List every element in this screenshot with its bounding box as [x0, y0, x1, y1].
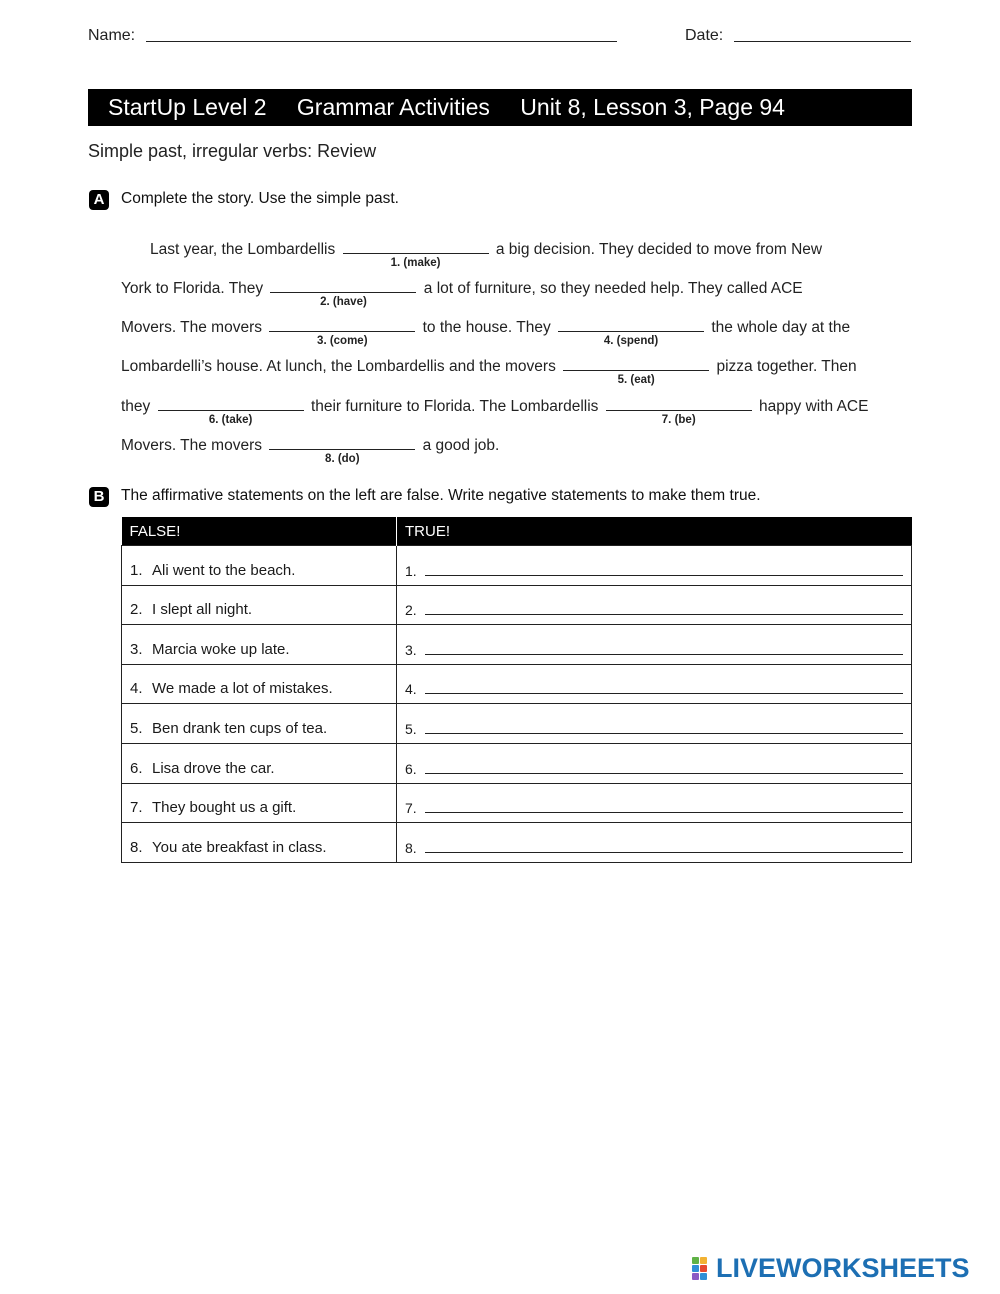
answer-number: 4. [405, 681, 417, 698]
answer-line-6[interactable] [425, 759, 903, 774]
story-line-1 [150, 238, 823, 269]
answer-number: 5. [405, 720, 417, 737]
verb-cue: 2. (have) [320, 296, 367, 308]
item-number: 6. [130, 759, 143, 777]
answer-number: 2. [405, 602, 417, 619]
false-statement: They bought us a gift. [152, 799, 297, 817]
item-number: 8. [130, 838, 143, 856]
false-true-table [121, 517, 912, 863]
false-statement-cell [122, 783, 397, 823]
part-a-instruction: Complete the story. Use the simple past. [121, 190, 399, 207]
answer-number: 8. [405, 839, 417, 856]
answer-line-7[interactable] [425, 798, 903, 813]
answer-blank-4[interactable] [558, 316, 704, 347]
false-statement-cell [122, 704, 397, 744]
true-answer-cell [397, 664, 912, 704]
table-row [122, 704, 912, 744]
true-answer-cell [397, 585, 912, 625]
story-text: York to Florida. They [121, 280, 264, 297]
item-number: 7. [130, 799, 143, 817]
answer-blank-6[interactable] [158, 395, 304, 426]
verb-cue: 1. (make) [390, 257, 441, 269]
true-answer-cell [397, 625, 912, 665]
table-row [122, 664, 912, 704]
title-level: StartUp Level 2 [108, 94, 267, 120]
answer-line-5[interactable] [425, 719, 903, 734]
story-text: pizza together. Then [716, 358, 857, 375]
verb-cue: 6. (take) [208, 414, 253, 426]
verb-cue: 4. (spend) [603, 335, 659, 347]
answer-blank-1[interactable] [343, 238, 489, 269]
story-text: Lombardelli’s house. At lunch, the Lombardellis and the movers [121, 358, 556, 375]
story-text: Movers. The movers [121, 437, 262, 454]
story-text: a big decision. They decided to move from New [495, 241, 823, 258]
false-statement-cell [122, 546, 397, 586]
story-line-2 [121, 277, 803, 308]
story-line-6 [121, 434, 500, 465]
false-statement: I slept all night. [152, 601, 253, 619]
story-text: happy with ACE [759, 398, 869, 415]
column-header-true: TRUE! [397, 517, 912, 546]
date-field[interactable] [734, 41, 911, 42]
answer-blank-7[interactable] [606, 395, 752, 426]
story-text: a lot of furniture, so they needed help. They called ACE [423, 280, 803, 297]
true-answer-cell [397, 743, 912, 783]
false-statement: Ali went to the beach. [152, 561, 296, 579]
answer-number: 3. [405, 641, 417, 658]
story-line-4 [121, 355, 857, 386]
answer-blank-2[interactable] [270, 277, 416, 308]
true-answer-cell [397, 546, 912, 586]
verb-cue: 3. (come) [317, 335, 368, 347]
false-statement-cell [122, 585, 397, 625]
item-number: 1. [130, 561, 143, 579]
answer-blank-3[interactable] [269, 316, 415, 347]
answer-line-4[interactable] [425, 679, 903, 694]
answer-number: 7. [405, 800, 417, 817]
answer-number: 6. [405, 760, 417, 777]
false-statement: Lisa drove the car. [152, 759, 275, 777]
name-field[interactable] [146, 41, 617, 42]
table-row [122, 546, 912, 586]
column-header-false: FALSE! [122, 517, 397, 546]
item-number: 2. [130, 601, 143, 619]
title-bar [88, 89, 912, 126]
table-row [122, 783, 912, 823]
story-text: they [121, 398, 151, 415]
answer-number: 1. [405, 562, 417, 579]
answer-line-3[interactable] [425, 640, 903, 655]
story-line-3 [121, 316, 851, 347]
answer-line-8[interactable] [425, 838, 903, 853]
logo-blocks-icon [692, 1257, 714, 1281]
false-statement: Ben drank ten cups of tea. [152, 719, 328, 737]
name-label: Name: [88, 27, 136, 44]
answer-blank-8[interactable] [269, 434, 415, 465]
item-number: 5. [130, 719, 143, 737]
true-answer-cell [397, 823, 912, 863]
date-label: Date: [685, 27, 724, 44]
story-text: their furniture to Florida. The Lombardellis [310, 398, 599, 415]
title-section: Grammar Activities [296, 94, 490, 120]
verb-cue: 5. (eat) [617, 374, 655, 386]
false-statement-cell [122, 743, 397, 783]
table-row [122, 823, 912, 863]
false-statement-cell [122, 823, 397, 863]
table-row [122, 585, 912, 625]
false-statement: You ate breakfast in class. [152, 838, 327, 856]
story-text: a good job. [422, 437, 500, 454]
item-number: 4. [130, 680, 143, 698]
true-answer-cell [397, 783, 912, 823]
table-row [122, 743, 912, 783]
item-number: 3. [130, 640, 143, 658]
story-text: Last year, the Lombardellis [150, 241, 336, 258]
verb-cue: 8. (do) [325, 453, 360, 465]
table-row [122, 625, 912, 665]
false-statement: Marcia woke up late. [152, 640, 290, 658]
page-subtitle: Simple past, irregular verbs: Review [88, 141, 377, 161]
false-statement-cell [122, 625, 397, 665]
false-statement-cell [122, 664, 397, 704]
story-line-5 [121, 395, 869, 426]
logo-text: LIVEWORKSHEETS [716, 1253, 970, 1283]
story-text: the whole day at the [711, 319, 851, 336]
story-text: Movers. The movers [121, 319, 262, 336]
false-statement: We made a lot of mistakes. [152, 680, 333, 698]
answer-line-2[interactable] [425, 600, 903, 615]
verb-cue: 7. (be) [661, 414, 696, 426]
true-answer-cell [397, 704, 912, 744]
section-badge-b: B [89, 487, 109, 507]
story-text: to the house. They [422, 319, 551, 336]
section-badge-a: A [89, 190, 109, 210]
answer-line-1[interactable] [425, 561, 903, 576]
title-location: Unit 8, Lesson 3, Page 94 [520, 94, 785, 120]
part-b-instruction: The affirmative statements on the left are false. Write negative statements to make them true. [121, 487, 761, 504]
answer-blank-5[interactable] [563, 355, 709, 386]
